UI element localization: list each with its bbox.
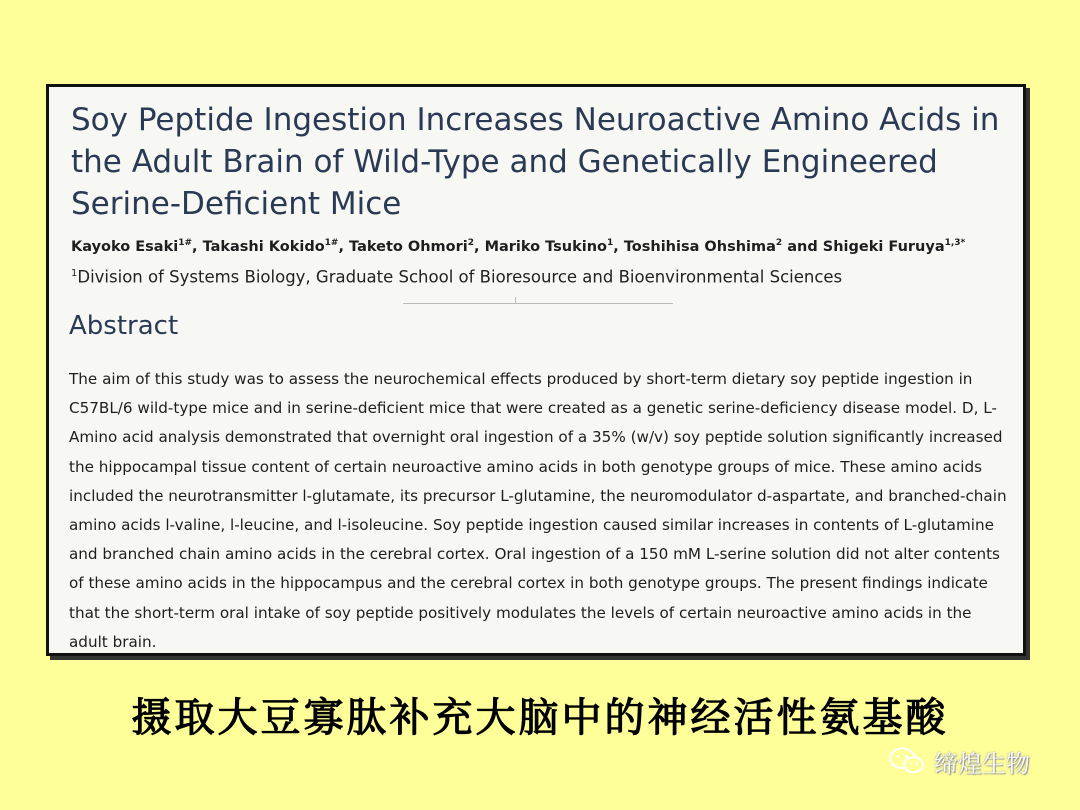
watermark (888, 744, 1068, 778)
slide-caption: 摄取大豆寡肽补充大脑中的神经活性氨基酸 (131, 695, 949, 741)
author-name: Toshihisa Ohshima (623, 238, 776, 255)
wechat-icon (888, 746, 926, 776)
author-sup: 1# (178, 238, 192, 248)
paper-screenshot (46, 84, 1026, 656)
affiliation-sup: 1 (71, 268, 78, 279)
divider (403, 299, 673, 304)
divider-tick (515, 297, 516, 304)
watermark-text: 缔煌生物 (934, 749, 1030, 778)
paper-title: Soy Peptide Ingestion Increases Neuroactive Amino Acids in the Adult Brain of Wild-Type and Genetically Engineered Serine-Deficient Mice (71, 102, 1000, 222)
abstract-text: The aim of this study was to assess the neurochemical effects produced by short-term dietary soy peptide ingestion in C57BL/6 wild-type mice and in serine-deficient mice that were created as a genetic serine-deficiency disease model. D, L-Amino acid analysis demonstrated that overnight oral ingestion of a 35% (w/v) soy peptide solution significantly increased the hippocampal tissue content of certain neuroactive amino acids in both genotype groups of mice. These amino acids included the neurotransmitter l-glutamate, its precursor L-glutamine, the neuromodulator d-aspartate, and branched-chain amino acids l-valine, l-leucine, and l-isoleucine. Soy peptide ingestion caused similar increases in contents of L-glutamine and branched chain amino acids in the cerebral cortex. Oral ingestion of a 150 mM L-serine solution did not alter contents of these amino acids in the hippocampus and the cerebral cortex in both genotype groups. The present findings indicate that the short-term oral intake of soy peptide positively modulates the levels of certain neuroactive amino acids in the adult brain. (69, 370, 1007, 651)
author-sup: 1# (324, 238, 339, 248)
author-sup: 1,3* (944, 238, 966, 248)
author-sup: 2 (467, 238, 474, 248)
author-list: Kayoko Esaki$^{1\#}$, Takashi Kokido$^{1\#}$, Taketo Ohmori$^2$, Mariko Tsukino$^1$, Toshihisa Ohshima$^2$ and Shigeki Furuya$^{1,3*}$ (71, 238, 966, 255)
abstract-heading: Abstract (69, 311, 179, 341)
author-name: Taketo Ohmori (349, 238, 468, 255)
affiliation-text: Division of Systems Biology, Graduate School of Bioresource and Bioenvironmental Sciences (77, 267, 843, 287)
author-sup: 1 (606, 238, 614, 248)
author-conjunction: and (787, 238, 818, 255)
affiliation (71, 263, 1021, 289)
author-name: Kayoko Esaki (71, 238, 179, 255)
author-name: Mariko Tsukino (484, 238, 607, 255)
author-sup: 2 (775, 238, 783, 248)
author-name: Shigeki Furuya (822, 238, 945, 255)
author-name: Takashi Kokido (202, 238, 325, 255)
